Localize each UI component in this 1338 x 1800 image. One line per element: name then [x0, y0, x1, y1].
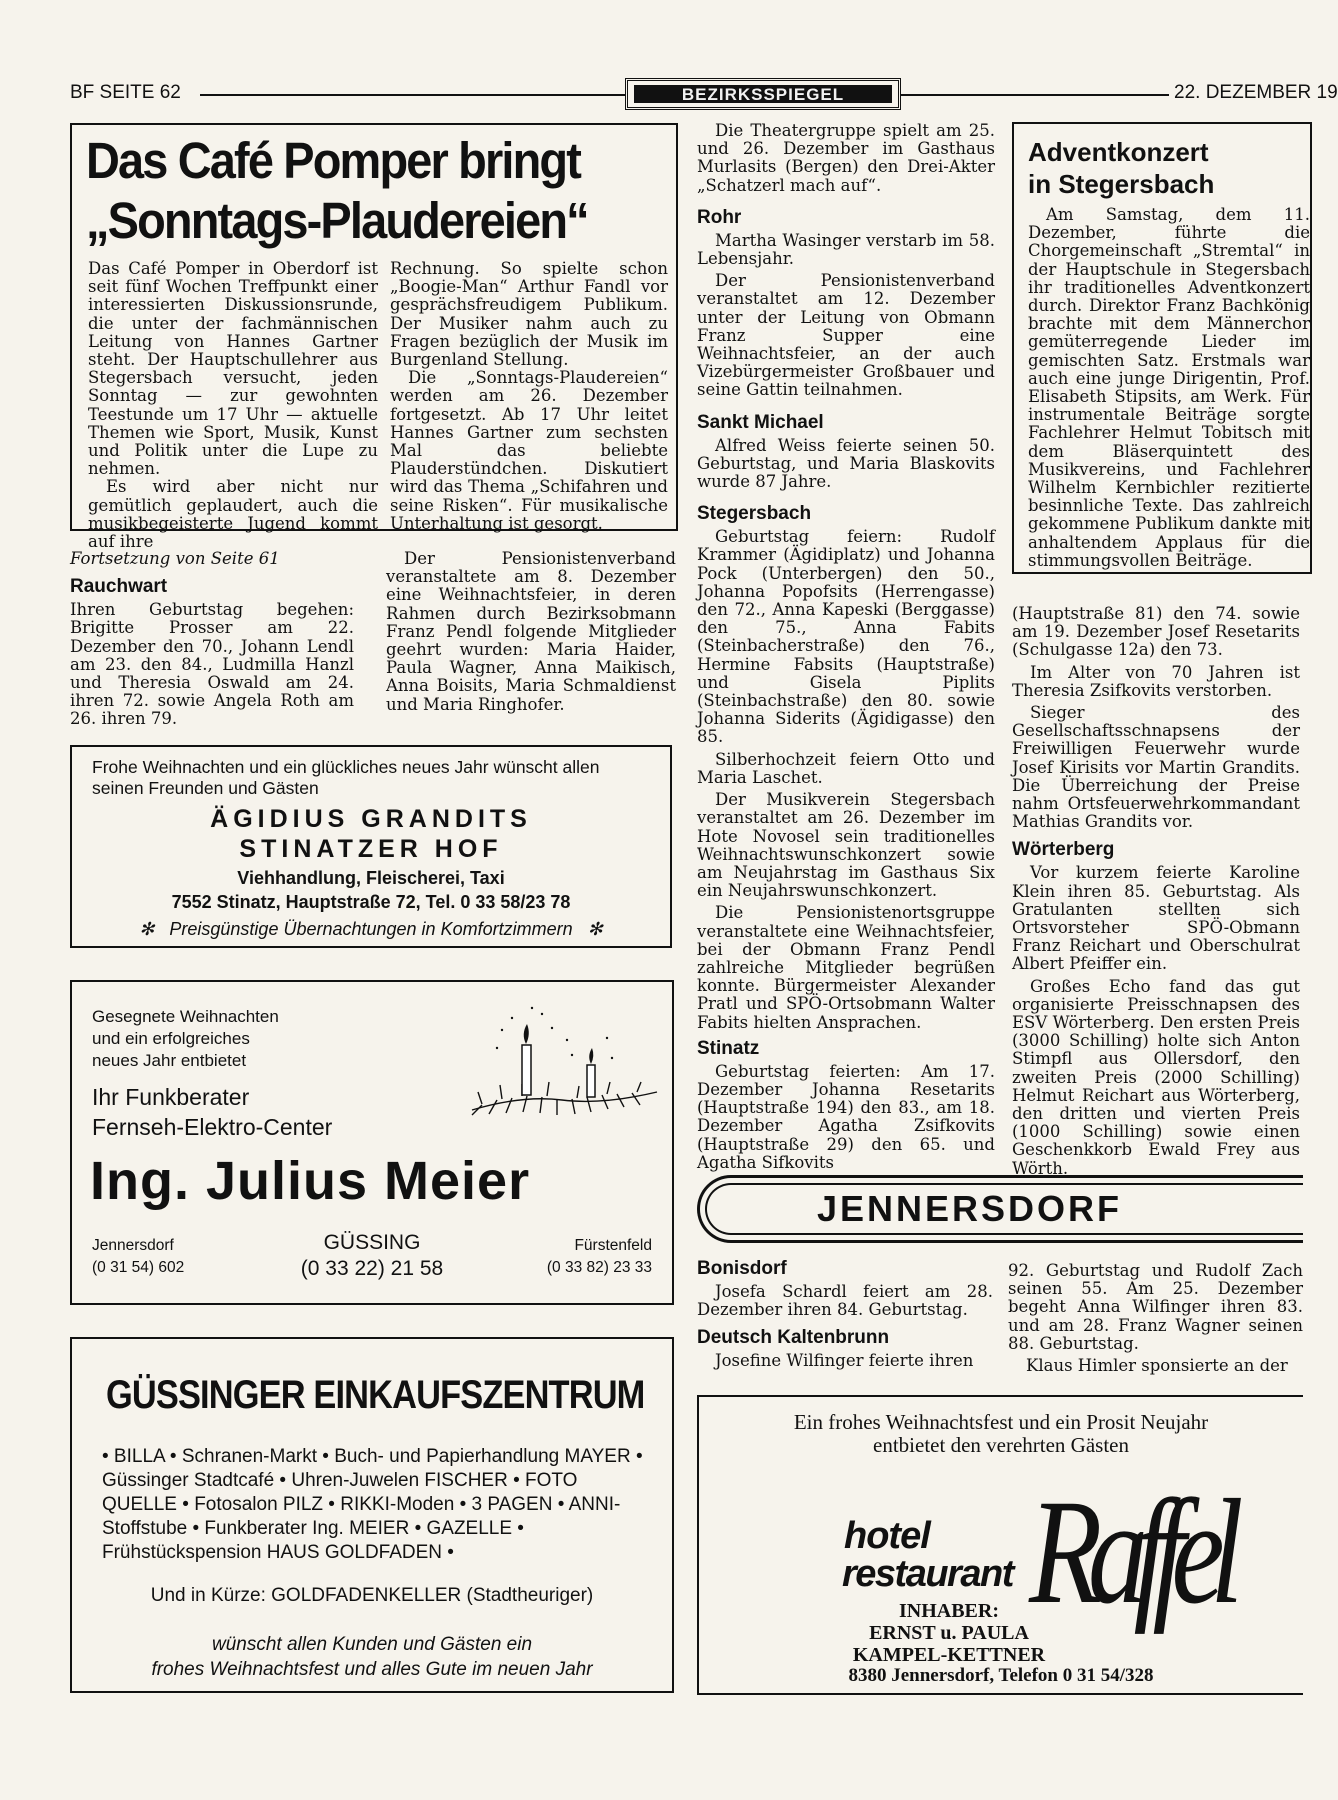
- page-header: [70, 80, 1338, 110]
- raffel-script-logo: Raffel: [1029, 1469, 1230, 1635]
- header-rule-right: [901, 94, 1169, 96]
- middle-column: Die Theatergruppe spielt am 25. und 26. Dezember im Gasthaus Murlasits (Bergen) den Drei-Akter „Schatzerl mach auf“. Rohr Martha Wasinger verstarb im 58. Lebensjahr. Der Pensionistenverband veranstaltet am 12. Dezember unter der Leitung von Obmann Franz Supper eine Weihnachtsfeier, an der auch Vizebürgermeister Großbauer und seine Gattin teilnahmen. Sankt Michael Alfred Weiss feierte seinen 50. Geburtstag, und Maria Blaskovits wurde 87 Jahre. Stegersbach Geburtstag feiern: Rudolf Krammer (Ägidiplatz) und Johanna Pock (Unterbergen) den 50., Johanna Popofsits (Herrengasse) den 72., Anna Kapeski (Berggasse) den 75., Anna Fabits (Steinbacherstraße) den 76., Hermine Fabsits (Hauptstraße) und Gisela Piplits (Steinbachstraße) den 80. sowie Johanna Siderits (Ägidigasse) den 85. Silberhochzeit feiern Otto und Maria Laschet. Der Musikverein Stegersbach veranstaltet am 26. Dezember im Hote Novosel sein traditionelles Weihnachtswunschkonzert sowie am Neujahrstag im Gasthaus Six ein Neujahrswunschkonzert. Die Pensionistenortsgruppe veranstaltete eine Weihnachtsfeier, bei der Obmann Franz Pendl zahlreiche Mitglieder begrüßen konnte. Bürgermeister Alexander Pratl und SPÖ-Ortsobmann Walter Fabits hielten Ansprachen. Stinatz Geburtstag feierten: Am 17. Dezember Johanna Resetarits (Hauptstraße 194) den 83., am 18. Dezember Agatha Zsifkovits (Hauptstraße 29) den 65. und Agatha Sifkovits: [697, 121, 995, 1172]
- rauchwart-heading: Rauchwart: [70, 576, 168, 598]
- header-rule-left: [200, 94, 625, 96]
- woerterberg-heading: Wörterberg: [1012, 839, 1115, 861]
- grandits-name: ÄGIDIUS GRANDITS: [210, 805, 532, 833]
- meier-name: Ing. Julius Meier: [90, 1151, 531, 1211]
- rohr-heading: Rohr: [697, 206, 742, 228]
- sankt-michael-heading: Sankt Michael: [697, 411, 824, 433]
- grandits-slogan: ✻ Preisgünstige Übernachtungen in Komfortzimmern ✻: [139, 919, 603, 939]
- right-column: (Hauptstraße 81) den 74. sowie am 19. Dezember Josef Resetarits (Schulgasse 12a) den 73. Im Alter von 70 Jahren ist Theresia Zsifkovits verstorben. Sieger des Gesellschaftsschnapsens der Freiwilligen Feuerwehr wurde Josef Kirisits vor Martin Grandits. Die Überreichung der Preise nahm Ortsfeuerwehrkommandant Mathias Grandits vor. Wörterberg Vor kurzem feierte Karoline Klein ihren 85. Geburtstag. Als Gratulanten stellten sich Ortsvorsteher SPÖ-Obmann Franz Reichart und Oberschulrat Albert Pfeiffer ein. Großes Echo fand das gut organisierte Preisschnapsen des ESV Wörterberg. Den ersten Preis (3000 Schilling) holte sich Anton Stimpfl aus Ollersdorf, den zweiten Preis (2000 Schilling) Helmut Reichart aus Wörterberg, den dritten und vierten Preis (1000 Schilling) sowie einen Geschenkkorb Ewald Frey aus Wörth.: [1012, 604, 1300, 1178]
- raffel-ad: Ein frohes Weihnachtsfest und ein Prosit Neujahr entbietet den verehrten Gästen hotel restaurant Raffel INHABER: ERNST u. PAULA KAMPEL-KETTNER 8380 Jennersdorf, Telefon 0 31 54/328: [697, 1395, 1303, 1695]
- star-icon: ✻: [587, 919, 603, 939]
- page-number: BF SEITE 62: [70, 82, 181, 103]
- pomper-col-2: Rechnung. So spielte schon „Boogie-Man“ Arthur Fandl vor gesprächsfreudigem Publikum. Der Musiker nahm auch zu Fragen bezüglich der Musik im Burgenland Stellung. Die „Sonntags-Plaudereien“ werden am 26. Dezember fortgesetzt. Ab 17 Uhr leitet Hannes Gartner zum sechsten Mal das beliebte Plauderstündchen. Diskutiert wird das Thema „Schifahren und seine Risken“. Für musikalische Unterhaltung ist gesorgt.: [390, 259, 668, 533]
- ekz-title: GÜSSINGER EINKAUFSZENTRUM: [106, 1373, 645, 1417]
- pomper-headline: Das Café Pomper bringt „Sonntags-Plaudereien“: [86, 132, 588, 249]
- grandits-ad: Frohe Weihnachten und ein glückliches neues Jahr wünscht allen seinen Freunden und Gästen ÄGIDIUS GRANDITS STINATZER HOF Viehhandlung, Fleischerei, Taxi 7552 Stinatz, Hauptstraße 72, Tel. 0 33 58/23 78 ✻ Preisgünstige Übernachtungen in Komfortzimmern ✻: [70, 745, 672, 948]
- advent-article: Adventkonzert in Stegersbach Am Samstag, dem 11. Dezember, führte die Chorgemeinschaft „Stremtal“ in der Hauptschule in Stegersbach ihr traditionelles Adventkonzert durch. Direktor Franz Bachkönig brachte mit dem Männerchor gemüterregende Lieder im gemischten Satz. Erstmals war auch eine junge Dirigentin, Prof. Elisabeth Stipsits, am Werk. Für instrumentale Beiträge sorgte Fachlehrer Helmut Tobitsch mit dem Bläserquintett des Musikvereins, und Fachlehrer Wilhelm Kernbichler rezitierte besinnliche Texte. Das zahlreich gekommene Publikum dankte mit anhaltendem Applaus für die stimmungsvollen Beiträge.: [1012, 122, 1312, 574]
- jennersdorf-col-1: Bonisdorf Josefa Schardl feiert am 28. Dezember ihren 84. Geburtstag. Deutsch Kaltenbrunn Josefine Wilfinger feierte ihren: [697, 1258, 993, 1371]
- section-banner: BEZIRKSSPIEGEL: [625, 78, 901, 110]
- meier-ad: Gesegnete Weihnachten und ein erfolgreiches neues Jahr entbietet Ihr Funkberater Fernseh-Elektro-Center Ing. Julius Meier Jennersdorf (0 31 54) 602 GÜSSING (0 33 22) 21 58 Fürstenfeld (0 33 82) 23 33: [70, 980, 674, 1305]
- jennersdorf-col-2: 92. Geburtstag und Rudolf Zach seinen 55. Am 25. Dezember begeht Anna Wilfinger ihren 83. und am 28. Franz Wagner seinen 88. Geburtstag. Klaus Himler sponsierte an der: [1008, 1261, 1303, 1376]
- pomper-col-1: Das Café Pomper in Oberdorf ist seit fünf Wochen Treffpunkt einer interessierten Diskussionsrunde, die unter der fachmännischen Leitung von Hannes Gartner steht. Der Hauptschullehrer aus Stegersbach versucht, jeden Sonntag — zur gewohnten Teestunde um 17 Uhr — aktuelle Themen wie Sport, Musik, Kunst und Politik unter die Lupe zu nehmen. Es wird aber nicht nur gemütlich geplaudert, auch die musikbegeisterte Jugend kommt auf ihre: [88, 259, 378, 552]
- pomper-article: [70, 123, 678, 552]
- fortsetzung-col-2: Der Pensionistenverband veranstaltete am 8. Dezember eine Weihnachtsfeier, in deren Rahmen durch Bezirksobmann Franz Pendl folgende Mitglieder geehrt wurden: Maria Haider, Paula Wagner, Anna Maikisch, Anna Boisits, Maria Schmaldienst und Maria Ringhofer.: [386, 549, 676, 714]
- stinatz-heading: Stinatz: [697, 1037, 760, 1059]
- star-icon: ✻: [139, 919, 155, 939]
- deutsch-kaltenbrunn-heading: Deutsch Kaltenbrunn: [697, 1327, 890, 1349]
- restaurant-label: restaurant: [842, 1553, 1013, 1595]
- bonisdorf-heading: Bonisdorf: [697, 1258, 787, 1279]
- stegersbach-heading: Stegersbach: [697, 503, 812, 525]
- ekz-ad: GÜSSINGER EINKAUFSZENTRUM • BILLA • Schranen-Markt • Buch- und Papierhandlung MAYER • Güssinger Stadtcafé • Uhren-Juwelen FISCHER • FOTO QUELLE • Fotosalon PILZ • RIKKI-Moden • 3 PAGEN • ANNI-Stoffstube • Funkberater Ing. MEIER • GAZELLE • Frühstückspension HAUS GOLDFADEN • Und in Kürze: GOLDFADENKELLER (Stadtheuriger) wünscht allen Kunden und Gästen ein frohes Weihnachtsfest und alles Gute im neuen Jahr: [70, 1337, 674, 1693]
- hotel-label: hotel: [844, 1515, 930, 1557]
- candles-icon: [462, 1000, 662, 1140]
- issue-date: 22. DEZEMBER 19: [1174, 82, 1338, 103]
- grandits-hof: STINATZER HOF: [239, 835, 503, 863]
- fortsetzung-note: Fortsetzung von Seite 61: [70, 549, 280, 568]
- fortsetzung-col-1: Fortsetzung von Seite 61 Rauchwart Ihren Geburtstag begehen: Brigitte Prosser am 22. Dezember den 70., Johann Lendl am 23. den 84., Ludmilla Hanzl und Theresia Oswald am 24. ihren 72. sowie Angela Roth am 26. ihren 79.: [70, 549, 354, 729]
- jennersdorf-banner: JENNERSDORF: [697, 1175, 1303, 1243]
